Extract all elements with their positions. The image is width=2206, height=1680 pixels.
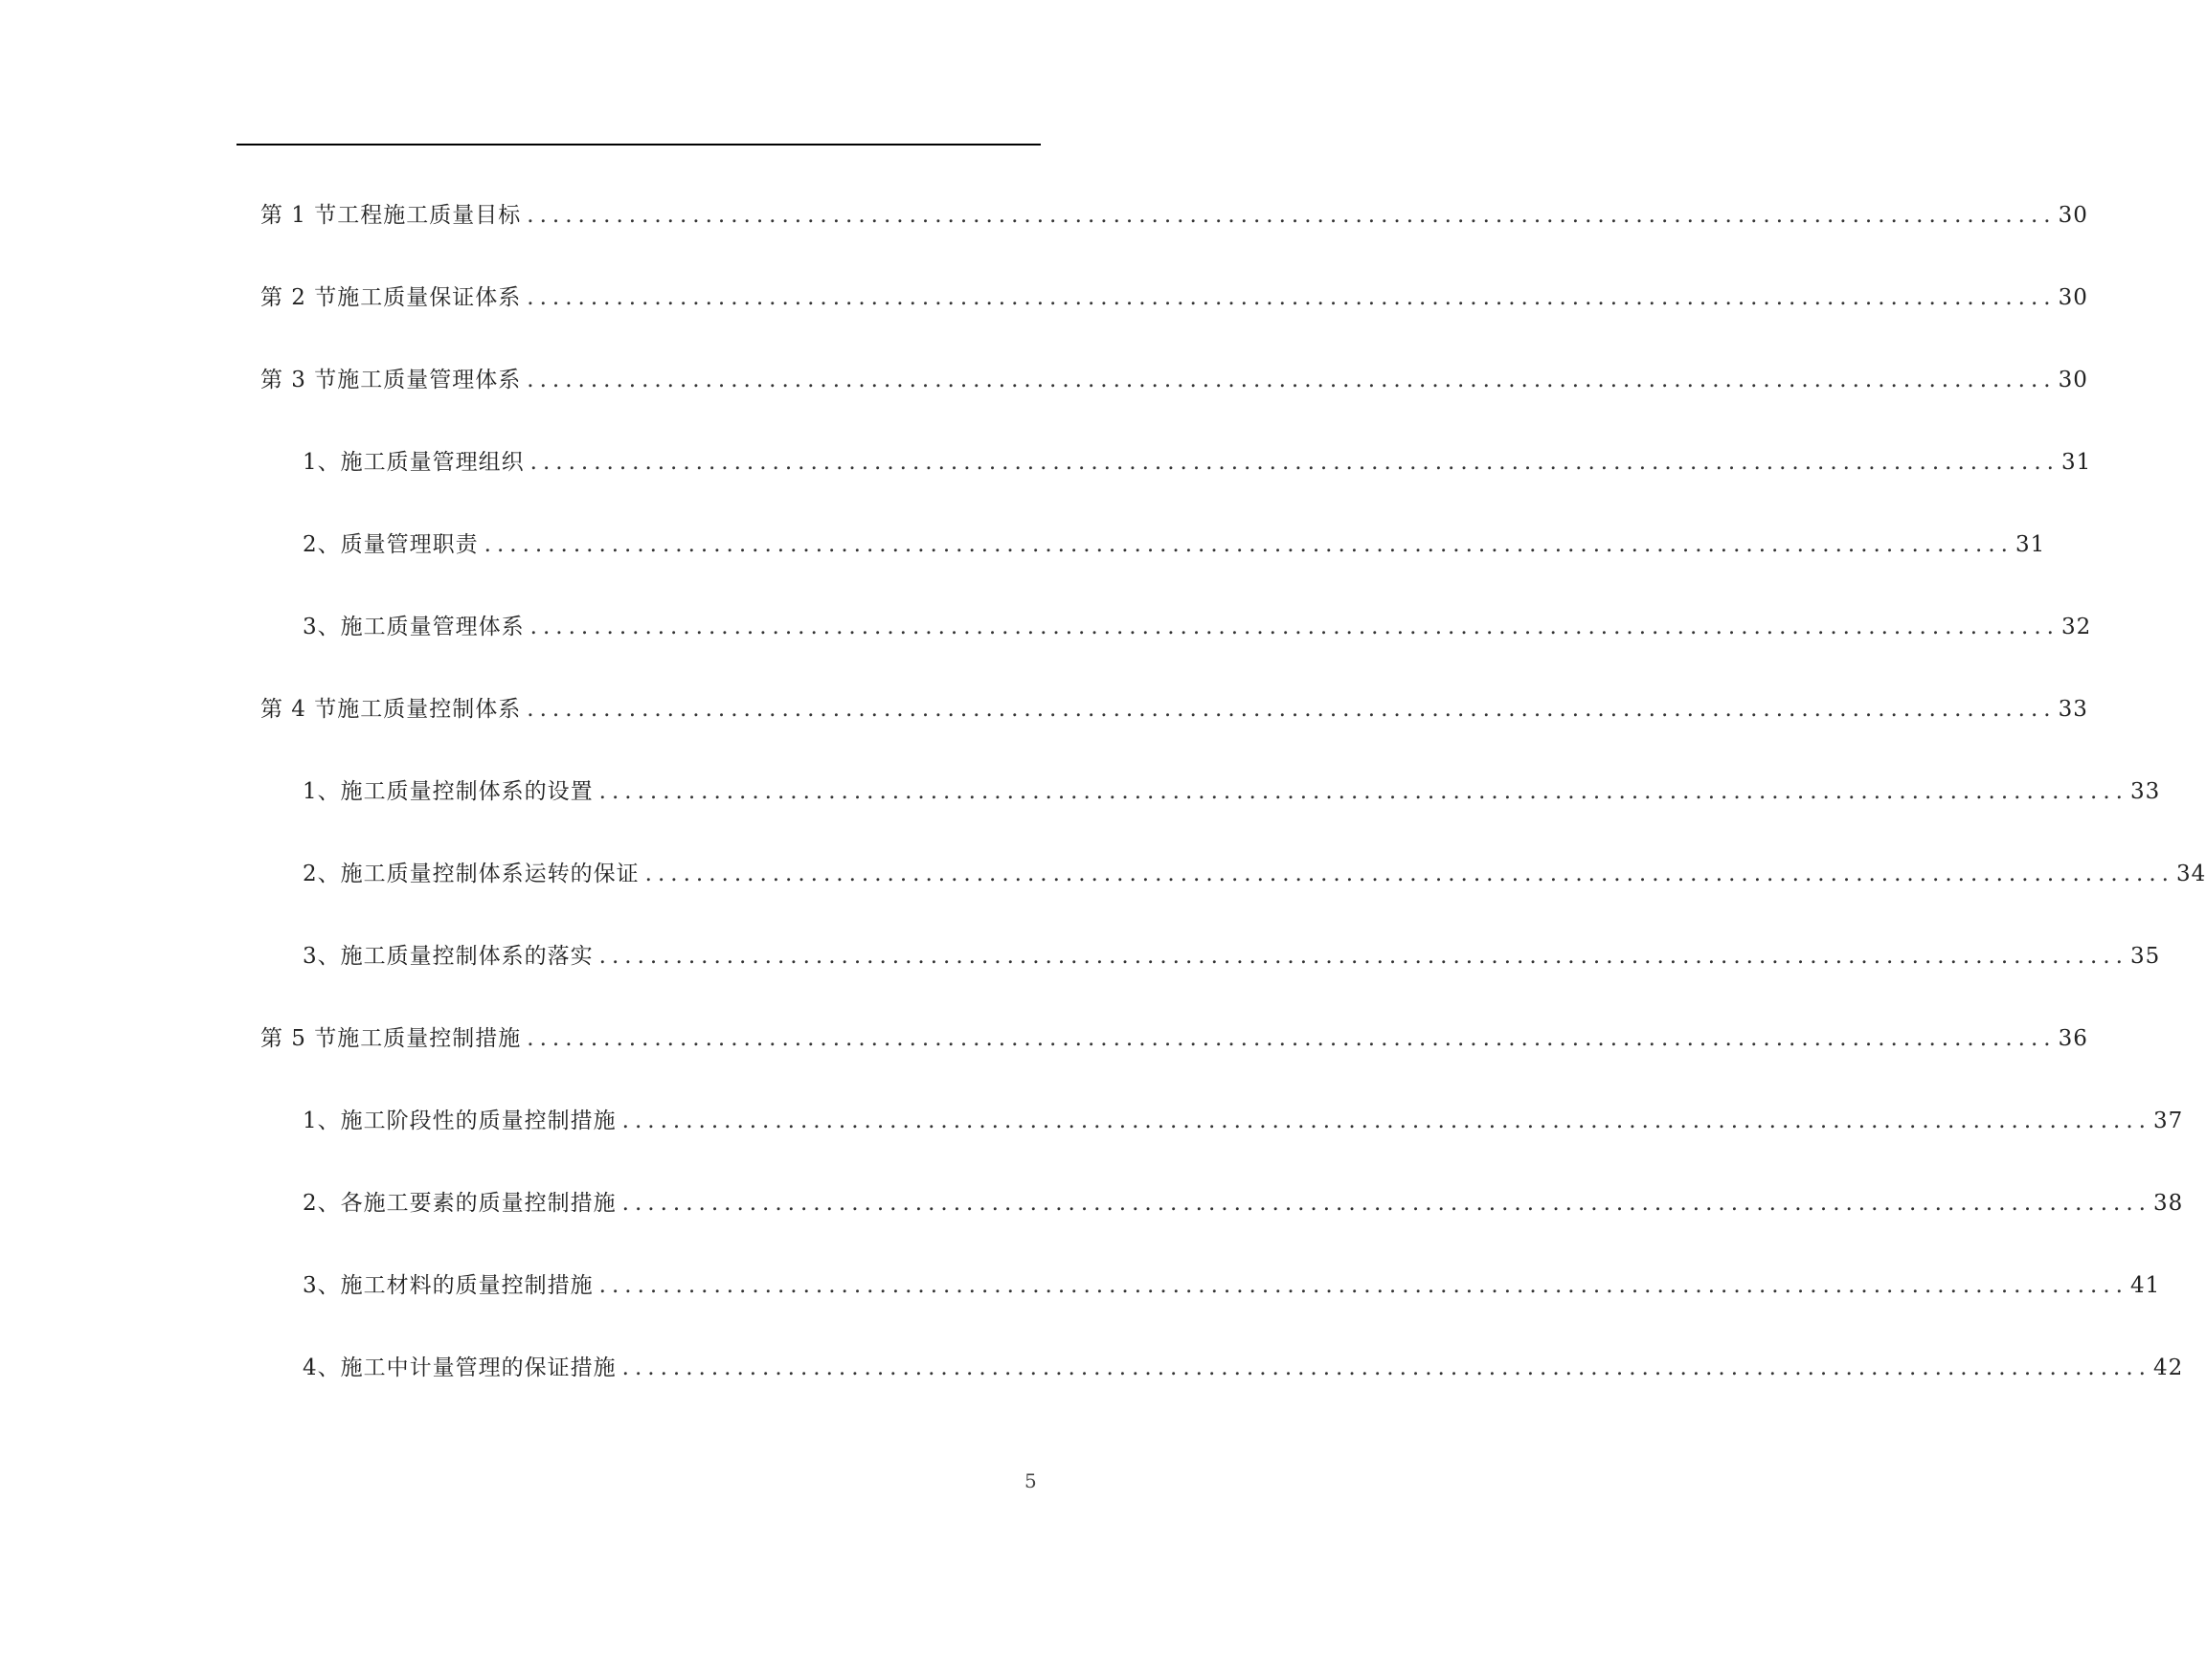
toc-dot-leader: ........................................................................................................................ — [621, 1191, 2151, 1216]
toc-entry[interactable] — [303, 773, 2161, 811]
toc-dot-leader: ........................................................................................................................ — [598, 1273, 2128, 1298]
toc-entry-title: 施工质量管理组织 — [340, 450, 525, 475]
toc-dot-leader: ........................................................................................................................ — [529, 615, 2060, 639]
toc-entry-title: 工程施工质量目标 — [337, 203, 522, 228]
toc-entry-page: 30 — [2058, 203, 2088, 228]
toc-entry-title: 施工中计量管理的保证措施 — [340, 1355, 617, 1380]
toc-entry-number: 3、 — [303, 1273, 341, 1298]
toc-entry[interactable] — [303, 1266, 2161, 1305]
toc-entry-title: 施工质量控制措施 — [337, 1026, 522, 1051]
toc-entry-number: 第 4 节 — [260, 697, 338, 722]
toc-entry-number: 1、 — [303, 1109, 341, 1133]
toc-entry-title: 施工质量控制体系运转的保证 — [340, 862, 640, 886]
toc-entry-number: 2、 — [303, 532, 341, 557]
toc-entry-page: 30 — [2058, 368, 2088, 392]
toc-entry-number: 4、 — [303, 1355, 341, 1380]
toc-entry-page: 31 — [2015, 532, 2046, 557]
toc-entry-title: 施工质量控制体系 — [337, 697, 522, 722]
toc-dot-leader: ........................................................................................................................ — [644, 862, 2174, 886]
toc-entry-page: 31 — [2060, 450, 2092, 475]
toc-entry-number: 第 5 节 — [260, 1026, 338, 1051]
page-number: 5 — [1024, 1469, 1037, 1492]
toc-dot-leader: ........................................................................................................................ — [529, 450, 2060, 475]
toc-dot-leader: ........................................................................................................................ — [527, 285, 2057, 310]
toc-entry-number: 第 2 节 — [260, 285, 338, 310]
toc-entry-title: 施工质量管理体系 — [340, 615, 525, 639]
toc-entry[interactable] — [303, 855, 2206, 893]
toc-entry[interactable] — [303, 1349, 2184, 1387]
toc-entry-title: 施工质量管理体系 — [337, 368, 522, 392]
toc-entry-page: 36 — [2058, 1026, 2088, 1051]
toc-entry[interactable] — [303, 1102, 2184, 1140]
toc-entry-number: 第 3 节 — [260, 368, 338, 392]
toc-entry[interactable] — [260, 690, 2088, 728]
toc-entry[interactable] — [260, 361, 2088, 399]
toc-entry-title: 各施工要素的质量控制措施 — [340, 1191, 617, 1216]
toc-entry-title: 施工材料的质量控制措施 — [340, 1273, 594, 1298]
toc-entry-page: 35 — [2129, 944, 2161, 969]
toc-entry-page: 41 — [2129, 1273, 2161, 1298]
toc-entry-number: 1、 — [303, 450, 341, 475]
toc-dot-leader: ........................................................................................................................ — [527, 203, 2057, 228]
toc-entry-page: 30 — [2058, 285, 2088, 310]
toc-dot-leader: ........................................................................................................................ — [527, 1026, 2057, 1051]
toc-entry-number: 3、 — [303, 944, 341, 969]
toc-entry-number: 3、 — [303, 615, 341, 639]
toc-entry[interactable] — [260, 196, 2088, 235]
toc-entry-title: 施工质量控制体系的落实 — [340, 944, 594, 969]
toc-entry-title: 质量管理职责 — [340, 532, 479, 557]
toc-entry[interactable] — [303, 608, 2092, 646]
toc-dot-leader: ........................................................................................................................ — [621, 1355, 2151, 1380]
toc-dot-leader: ........................................................................................................................ — [484, 532, 2014, 557]
toc-entry-page: 42 — [2152, 1355, 2184, 1380]
toc-entry-page: 34 — [2175, 862, 2206, 886]
toc-entry[interactable] — [303, 937, 2161, 975]
toc-entry[interactable] — [303, 443, 2092, 482]
toc-entry-title: 施工质量控制体系的设置 — [340, 779, 594, 804]
toc-entry[interactable] — [303, 526, 2046, 564]
toc-entry-number: 2、 — [303, 1191, 341, 1216]
toc-entry-page: 33 — [2058, 697, 2088, 722]
toc-entry-title: 施工质量保证体系 — [337, 285, 522, 310]
toc-dot-leader: ........................................................................................................................ — [527, 697, 2057, 722]
toc-dot-leader: ........................................................................................................................ — [621, 1109, 2151, 1133]
toc-entry-title: 施工阶段性的质量控制措施 — [340, 1109, 617, 1133]
toc-entry-page: 32 — [2060, 615, 2092, 639]
toc-dot-leader: ........................................................................................................................ — [598, 944, 2128, 969]
toc-entry-number: 第 1 节 — [260, 203, 338, 228]
toc-entry-number: 1、 — [303, 779, 341, 804]
toc-dot-leader: ........................................................................................................................ — [598, 779, 2128, 804]
toc-dot-leader: ........................................................................................................................ — [527, 368, 2057, 392]
toc-entry[interactable] — [260, 279, 2088, 317]
toc-entry-page: 38 — [2152, 1191, 2184, 1216]
toc-entry[interactable] — [303, 1184, 2184, 1222]
toc-entry-number: 2、 — [303, 862, 341, 886]
toc-entry[interactable] — [260, 1019, 2088, 1058]
toc-entry-page: 37 — [2152, 1109, 2184, 1133]
toc-entry-page: 33 — [2129, 779, 2161, 804]
